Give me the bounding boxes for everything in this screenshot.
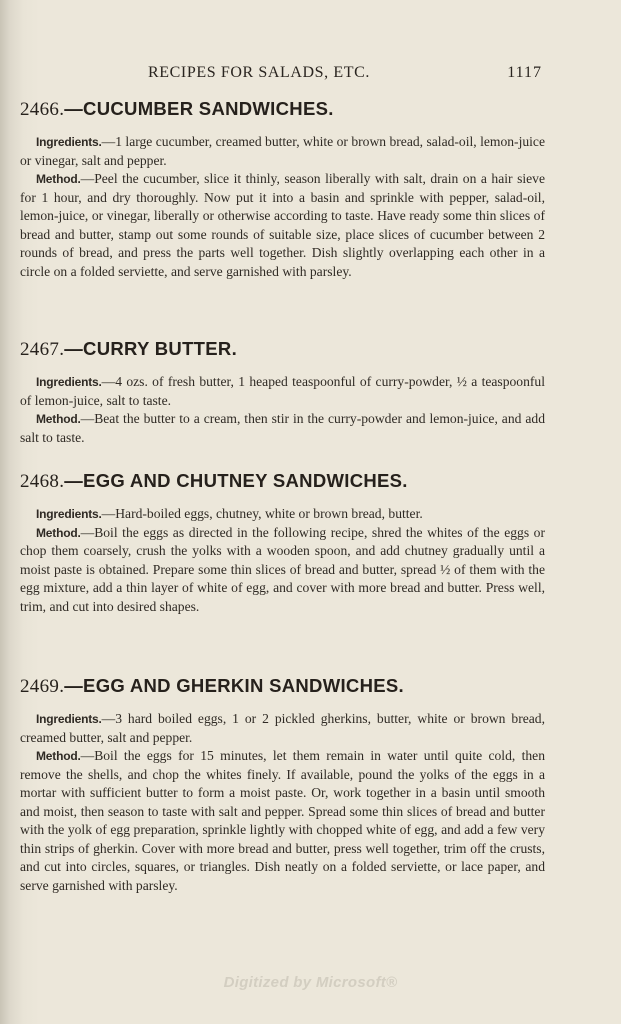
page-number: 1117 [507,64,542,81]
recipe-number: 2466. [20,99,65,120]
method-paragraph [20,747,545,895]
recipe-heading [20,470,545,493]
recipe-heading [20,675,545,698]
digitization-watermark: Digitized by Microsoft® [223,974,398,991]
method-paragraph [20,170,545,281]
method-paragraph [20,524,545,617]
method-label: Method. [36,412,81,426]
running-head [0,64,621,86]
ingredients-paragraph [20,133,545,170]
recipe-number: 2468. [20,471,65,492]
recipe-title: —CURRY BUTTER. [64,338,238,359]
recipe-heading [20,98,545,121]
ingredients-label: Ingredients. [36,375,102,389]
recipe-title: —EGG AND GHERKIN SANDWICHES. [64,675,404,696]
recipe-number: 2469. [20,676,65,697]
method-label: Method. [36,525,81,540]
ingredients-label: Ingredients. [36,135,102,149]
recipe-number: 2467. [20,339,65,360]
method-text: —Boil the eggs as directed in the following recipe, shred the whites of the eggs or chop them coarsely, crush the yolks with a wooden spoon, and add chutney gradually until a moist paste is obtained. Prepare some thin slices of bread and butter, spread ½ of them with the egg mixture, add a thin layer of white of egg, and cover with more bread and butter. Press well, trim, and cut into desired shapes. [20,524,545,614]
recipe-heading [20,338,545,361]
method-text: —Boil the eggs for 15 minutes, let them remain in water until quite cold, then remove the shells, and chop the whites finely. If available, pound the yolks of the eggs in a mortar with sufficient butter to form a moist paste. Or, work together in a basin until smooth and moist, then season to taste with salt and pepper. Spread some thin slices of bread and butter with the yolk of egg preparation, sprinkle lightly with chopped white of egg, and add a few very thin strips of gherkin. Cover with more bread and butter, press well together, trim off the crusts, and cut into circles, squares, or triangles. Dish neatly on a folded serviette, or lace paper, and serve garnished with parsley. [20,748,545,893]
ingredients-text: —4 ozs. of fresh butter, 1 heaped teaspoonful of curry-powder, ½ a teaspoonful of lemon-juice, salt to taste. [20,374,545,408]
running-title: RECIPES FOR SALADS, ETC. [148,64,370,81]
recipe-title: —CUCUMBER SANDWICHES. [64,98,334,119]
recipe-2467 [20,338,545,447]
method-label: Method. [36,749,81,763]
recipe-2466 [20,98,545,281]
recipe-title: —EGG AND CHUTNEY SANDWICHES. [64,470,408,491]
ingredients-label: Ingredients. [36,712,102,726]
ingredients-paragraph [20,373,545,410]
ingredients-label: Ingredients. [36,507,102,521]
method-text: —Beat the butter to a cream, then stir in the curry-powder and lemon-juice, and add salt to taste. [20,411,545,445]
recipe-2468 [20,470,545,616]
ingredients-paragraph [20,710,545,747]
ingredients-paragraph [20,505,545,524]
ingredients-text: —Hard-boiled eggs, chutney, white or brown bread, butter. [101,506,423,521]
method-paragraph [20,410,545,447]
method-label: Method. [36,172,81,186]
method-text: —Peel the cucumber, slice it thinly, season liberally with salt, drain on a hair sieve for 1 hour, and dry thoroughly. Now put it into a basin and sprinkle with pepper, salad-oil, lemon-juice, or vinegar, liberally or otherwise according to taste. Have ready some thin slices of bread and butter, stamp out some rounds of suitable size, place slices of cucumber between 2 rounds of bread, and press the parts well together. Dish slightly overlapping each other in a circle on a folded serviette, and serve garnished with parsley. [20,171,545,279]
ingredients-text: —3 hard boiled eggs, 1 or 2 pickled gherkins, butter, white or brown bread, creamed butter, salt and pepper. [20,711,545,745]
recipe-2469 [20,675,545,895]
ingredients-text: —1 large cucumber, creamed butter, white or brown bread, salad-oil, lemon-juice or vinegar, salt and pepper. [20,134,545,168]
